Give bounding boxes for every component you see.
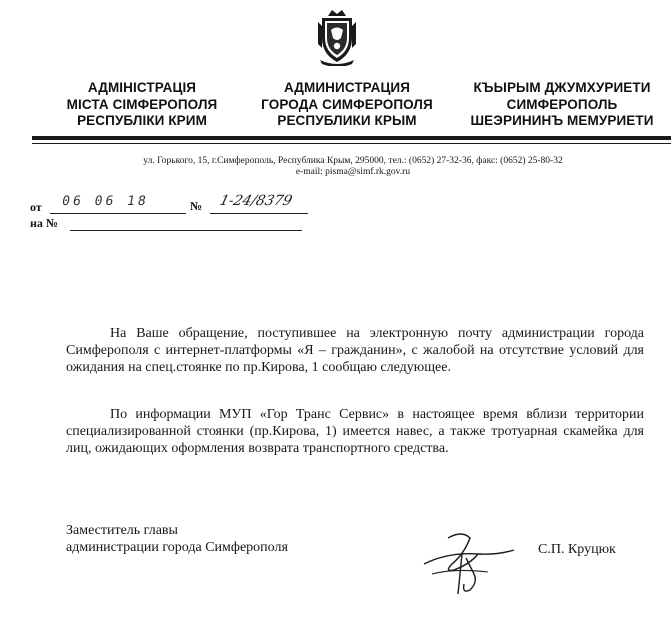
redacted-recipient-block xyxy=(358,232,574,316)
email-line: e-mail: pisma@simf.rk.gov.ru xyxy=(295,167,411,177)
org-name-line: СИМФЕРОПОЛЬ xyxy=(506,96,618,112)
org-name-line: АДМИНИСТРАЦИЯ xyxy=(283,80,411,95)
org-name-line: ГОРОДА СИМФЕРОПОЛЯ xyxy=(261,96,433,112)
org-name-line: РЕСПУБЛИКИ КРЫМ xyxy=(277,113,417,128)
body-paragraph: На Ваше обращение, поступившее на электронную почту администрации города Симферополя с интернет-платформы «Я – гражданин», с жалобой на отсутствие условий для ожидания на спец.стоянке по пр.Кирова, 1 сообщаю следующее. xyxy=(66,326,644,375)
date-label: от xyxy=(30,200,42,214)
body-paragraph: По информации МУП «Гор Транс Сервис» в настоящее время вблизи территории специализированной стоянки (пр.Кирова, 1) имеется навес, а также тротуарная скамейка для лиц, ожидающих оформления возврата транспортного средства. xyxy=(66,407,644,456)
number-label: № xyxy=(190,199,203,213)
outgoing-number: 1-24/8379 xyxy=(218,193,294,209)
org-name-russian xyxy=(244,80,450,130)
outgoing-date: 06 06 18 xyxy=(60,194,150,209)
signatory-name: С.П. Круцюк xyxy=(538,542,616,557)
crimea-coat-of-arms-icon xyxy=(316,8,358,66)
date-underline xyxy=(50,213,186,214)
address-line: ул. Горького, 15, г.Симферополь, Республика Крым, 295000, тел.: (0652) 27-32-36, факс: (0652) 25-80-32 xyxy=(143,156,563,166)
org-name-line: ШЕЭРИНИНЪ МЕМУРИЕТИ xyxy=(470,113,654,128)
number-underline xyxy=(210,213,308,214)
handwritten-signature-icon xyxy=(418,524,518,596)
org-name-crimean-tatar xyxy=(454,80,670,130)
signatory-position-line: администрации города Симферополя xyxy=(66,540,288,555)
header-divider-thick xyxy=(32,136,671,140)
signatory-position xyxy=(66,522,288,556)
org-name-ukrainian xyxy=(38,80,246,130)
reply-underline xyxy=(70,230,302,231)
header-divider-thin xyxy=(32,143,671,144)
signatory-position-line: Заместитель главы xyxy=(66,523,178,538)
org-name-line: МІСТА СІМФЕРОПОЛЯ xyxy=(66,96,218,112)
reply-to-label: на № xyxy=(30,216,58,230)
org-name-line: РЕСПУБЛІКИ КРИМ xyxy=(77,113,207,128)
org-name-line: КЪЫРЫМ ДЖУМХУРИЕТИ xyxy=(473,80,651,95)
org-name-line: АДМІНІСТРАЦІЯ xyxy=(87,80,197,95)
